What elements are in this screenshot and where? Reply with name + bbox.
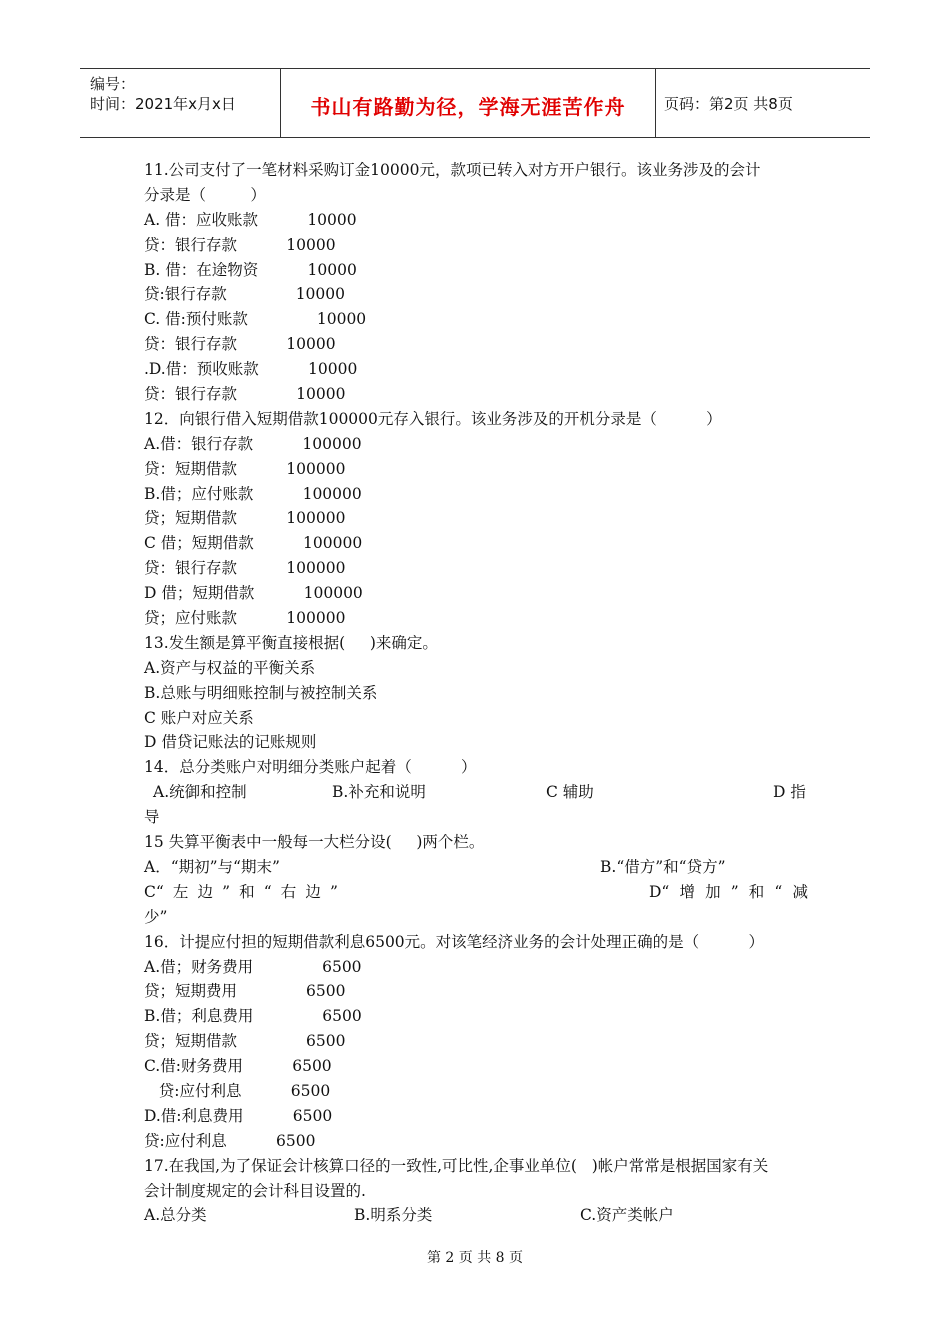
option-d: D“ 增 加 ” 和 “ 减 bbox=[649, 882, 808, 901]
text-line: 13.发生额是算平衡直接根据( )来确定。 bbox=[144, 633, 438, 652]
text-line: 11.公司支付了一笔材料采购订金10000元，款项已转入对方开户银行。该业务涉及的会计 bbox=[144, 161, 761, 179]
text-line: 贷；短期借款 6500 bbox=[144, 1032, 346, 1051]
text-line: 12．向银行借入短期借款100000元存入银行。该业务涉及的开机分录是（ ） bbox=[144, 409, 722, 428]
text-line: 17.在我国,为了保证会计核算口径的一致性,可比性,企事业单位( )帐户常常是根据国家有关 bbox=[144, 1156, 769, 1175]
option-b: B.补充和说明 bbox=[332, 783, 426, 802]
option-c: C 辅助 bbox=[546, 783, 594, 802]
date-label: 时间：2021年x月x日 bbox=[90, 95, 236, 113]
text-line: 贷：银行存款 10000 bbox=[144, 235, 336, 254]
document-body bbox=[144, 158, 808, 1228]
text-line: 贷:应付利息 6500 bbox=[144, 1081, 331, 1100]
option-a: A.总分类 bbox=[144, 1206, 207, 1225]
text-line: 贷:应付利息 6500 bbox=[144, 1131, 316, 1150]
text-line: A.借：银行存款 100000 bbox=[144, 434, 362, 453]
text-line: A.资产与权益的平衡关系 bbox=[144, 658, 316, 677]
text-line: 贷：银行存款 10000 bbox=[144, 335, 336, 354]
text-line: 分录是（ ） bbox=[144, 185, 266, 204]
option-b: B.明系分类 bbox=[354, 1206, 433, 1225]
text-line: A. 借：应收账款 10000 bbox=[144, 210, 357, 229]
header-divider bbox=[280, 69, 281, 137]
text-line: C.借:财务费用 6500 bbox=[144, 1057, 332, 1076]
option-c: C.资产类帐户 bbox=[580, 1206, 674, 1225]
text-line: A.借；财务费用 6500 bbox=[144, 957, 362, 976]
option-a: A．“期初”与“期末” bbox=[144, 857, 280, 876]
text-line: C. 借:预付账款 10000 bbox=[144, 310, 367, 329]
text-line: 贷：短期借款 100000 bbox=[144, 459, 346, 478]
text-line: 少” bbox=[144, 907, 168, 926]
q14-options bbox=[144, 780, 808, 805]
motto: 书山有路勤为径，学海无涯苦作舟 bbox=[310, 95, 626, 119]
text-line: B.借；利息费用 6500 bbox=[144, 1007, 362, 1026]
text-line: 贷；短期借款 100000 bbox=[144, 509, 346, 528]
option-d: D 指 bbox=[773, 783, 806, 802]
text-line: 贷；应付账款 100000 bbox=[144, 609, 346, 628]
text-line: C 借；短期借款 100000 bbox=[144, 534, 363, 553]
text-line: 会计制度规定的会计科目设置的. bbox=[144, 1181, 366, 1200]
text-line: D 借贷记账法的记账规则 bbox=[144, 733, 317, 752]
text-line: 贷；短期费用 6500 bbox=[144, 982, 346, 1001]
q17-options bbox=[144, 1203, 808, 1228]
text-line: 贷：银行存款 10000 bbox=[144, 385, 346, 404]
page-label: 页码：第2页 共8页 bbox=[664, 95, 793, 113]
text-line: D.借:利息费用 6500 bbox=[144, 1106, 333, 1125]
text-line: 16．计提应付担的短期借款利息6500元。对该笔经济业务的会计处理正确的是（ ） bbox=[144, 932, 764, 951]
code-label: 编号： bbox=[90, 75, 136, 93]
page-header bbox=[80, 68, 870, 138]
text-line: 导 bbox=[144, 808, 160, 827]
text-line: 14．总分类账户对明细分类账户起着（ ） bbox=[144, 758, 477, 777]
page-footer: 第 2 页 共 8 页 bbox=[426, 1250, 524, 1266]
text-line: C 账户对应关系 bbox=[144, 708, 254, 727]
text-line: B.借；应付账款 100000 bbox=[144, 484, 362, 503]
text-line: D 借；短期借款 100000 bbox=[144, 584, 363, 603]
text-line: 15 失算平衡表中一般每一大栏分设( )两个栏。 bbox=[144, 833, 485, 852]
text-line: B.总账与明细账控制与被控制关系 bbox=[144, 683, 378, 702]
text-line: 贷：银行存款 100000 bbox=[144, 559, 346, 578]
option-a: A.统御和控制 bbox=[153, 783, 247, 802]
option-b: B.“借方”和“贷方” bbox=[600, 857, 726, 876]
q15-options-cd bbox=[144, 880, 808, 905]
text-line: .D.借：预收账款 10000 bbox=[144, 360, 358, 379]
option-c: C“ 左 边 ” 和 “ 右 边 ” bbox=[144, 882, 338, 901]
q15-options-ab bbox=[144, 855, 808, 880]
text-line: B. 借：在途物资 10000 bbox=[144, 260, 357, 279]
text-line: 贷:银行存款 10000 bbox=[144, 285, 346, 304]
header-divider bbox=[655, 69, 656, 137]
